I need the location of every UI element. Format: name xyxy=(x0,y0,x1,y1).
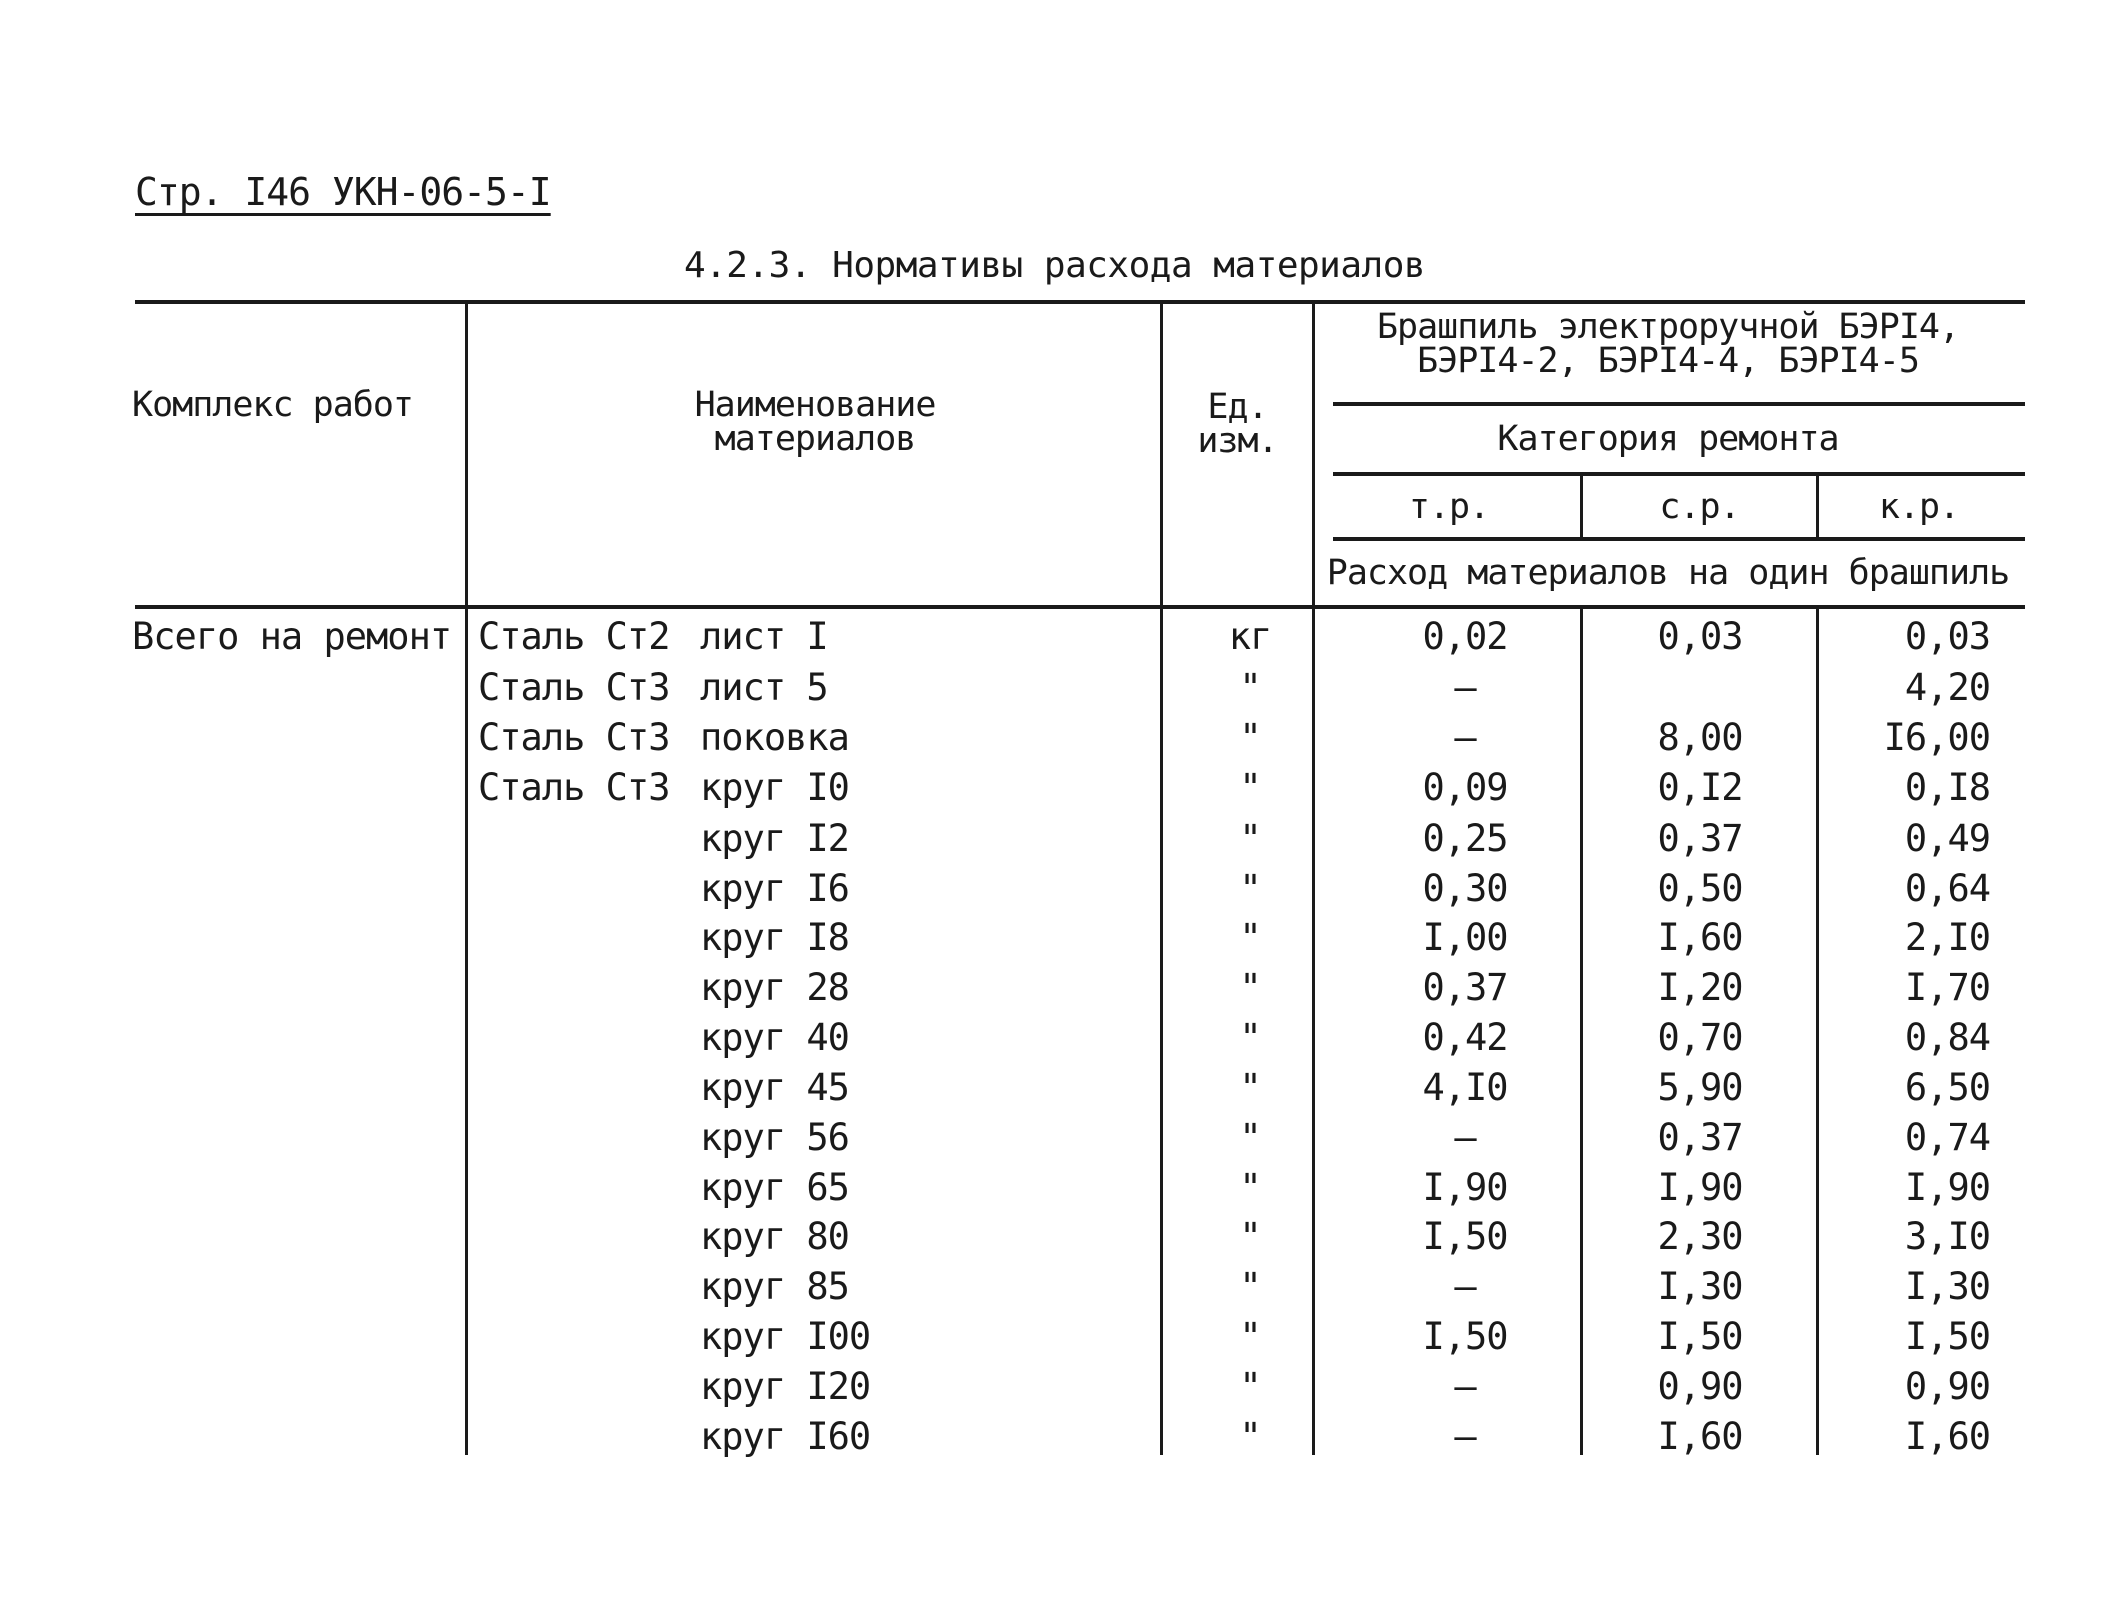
row-value-tr: I,90 xyxy=(1422,1166,1508,1209)
row-value-kr: 0,74 xyxy=(1904,1116,1990,1159)
row-unit: " xyxy=(1239,1016,1261,1059)
header-equipment-line1: Брашпиль электроручной БЭРI4, xyxy=(1376,307,1960,347)
header-material-name-line2: материалов xyxy=(714,419,916,459)
row-value-kr: 0,90 xyxy=(1904,1365,1990,1408)
row-unit: " xyxy=(1239,1215,1261,1258)
row-value-kr: I,90 xyxy=(1904,1166,1990,1209)
row-work-complex: Всего на ремонт xyxy=(132,615,452,658)
row-value-tr: 0,42 xyxy=(1422,1016,1508,1059)
row-value-sr: I,60 xyxy=(1657,1415,1743,1458)
row-profile: круг 65 xyxy=(700,1166,849,1209)
row-unit: " xyxy=(1239,1265,1261,1308)
row-value-sr: 0,90 xyxy=(1657,1365,1743,1408)
subcategory-rule xyxy=(1333,537,2025,541)
row-unit: " xyxy=(1239,1166,1261,1209)
row-value-kr: 0,64 xyxy=(1904,867,1990,910)
row-value-tr: – xyxy=(1454,1265,1476,1308)
row-value-sr: I,60 xyxy=(1657,916,1743,959)
equipment-rule xyxy=(1333,402,2025,406)
row-value-sr: 0,03 xyxy=(1657,615,1743,658)
row-value-tr: – xyxy=(1454,1365,1476,1408)
header-equipment-line2: БЭРI4-2, БЭРI4-4, БЭРI4-5 xyxy=(1417,341,1919,381)
row-value-sr: 5,90 xyxy=(1657,1066,1743,1109)
table-top-rule xyxy=(135,300,2025,304)
row-unit: " xyxy=(1239,1315,1261,1358)
row-value-kr: I,60 xyxy=(1904,1415,1990,1458)
row-value-kr: 4,20 xyxy=(1904,666,1990,709)
column-divider xyxy=(1160,302,1163,1455)
row-material: Сталь Ст3 xyxy=(478,666,670,709)
row-value-tr: 0,02 xyxy=(1422,615,1508,658)
page-reference: Стр. I46 УКН-06-5-I xyxy=(135,170,551,214)
row-material: Сталь Ст3 xyxy=(478,766,670,809)
row-value-tr: – xyxy=(1454,1415,1476,1458)
row-value-tr: I,50 xyxy=(1422,1215,1508,1258)
row-unit: кг xyxy=(1228,615,1272,658)
header-material-name xyxy=(470,385,1160,459)
row-value-kr: I,50 xyxy=(1904,1315,1990,1358)
row-value-kr: 0,49 xyxy=(1904,817,1990,860)
header-category-tr: т.р. xyxy=(1408,487,1490,527)
row-value-tr: 0,37 xyxy=(1422,966,1508,1009)
row-profile: круг I20 xyxy=(700,1365,871,1408)
row-profile: круг I2 xyxy=(700,817,849,860)
row-profile: лист I xyxy=(700,615,828,658)
row-value-sr: 8,00 xyxy=(1657,716,1743,759)
row-value-sr: 0,37 xyxy=(1657,817,1743,860)
row-unit: " xyxy=(1239,1116,1261,1159)
header-unit xyxy=(1165,387,1310,461)
row-unit: " xyxy=(1239,1365,1261,1408)
row-value-tr: I,50 xyxy=(1422,1315,1508,1358)
row-profile: круг 80 xyxy=(700,1215,849,1258)
header-material-name-line1: Наименование xyxy=(694,385,936,425)
row-value-sr: I,30 xyxy=(1657,1265,1743,1308)
row-value-sr: I,20 xyxy=(1657,966,1743,1009)
row-profile: круг I0 xyxy=(700,766,849,809)
row-value-tr: 0,25 xyxy=(1422,817,1508,860)
row-value-sr: 0,70 xyxy=(1657,1016,1743,1059)
header-equipment xyxy=(1318,307,2018,381)
row-profile: круг I00 xyxy=(700,1315,871,1358)
row-profile: круг 40 xyxy=(700,1016,849,1059)
row-unit: " xyxy=(1239,817,1261,860)
row-value-sr xyxy=(1580,663,1820,713)
row-profile: круг 85 xyxy=(700,1265,849,1308)
row-value-tr: – xyxy=(1454,1116,1476,1159)
row-value-sr: 2,30 xyxy=(1657,1215,1743,1258)
row-value-kr: 0,I8 xyxy=(1904,766,1990,809)
row-value-kr: 0,84 xyxy=(1904,1016,1990,1059)
row-value-tr: 4,I0 xyxy=(1422,1066,1508,1109)
row-profile: поковка xyxy=(700,716,849,759)
row-unit: " xyxy=(1239,1066,1261,1109)
row-value-sr: 0,37 xyxy=(1657,1116,1743,1159)
header-unit-line2: изм. xyxy=(1197,421,1278,461)
row-unit: " xyxy=(1239,716,1261,759)
row-value-kr: 2,I0 xyxy=(1904,916,1990,959)
row-unit: " xyxy=(1239,1415,1261,1458)
row-unit: " xyxy=(1239,916,1261,959)
row-value-kr: 6,50 xyxy=(1904,1066,1990,1109)
row-value-tr: I,00 xyxy=(1422,916,1508,959)
row-value-tr: – xyxy=(1454,716,1476,759)
row-value-kr: I,70 xyxy=(1904,966,1990,1009)
row-value-sr: 0,50 xyxy=(1657,867,1743,910)
header-category-kr: к.р. xyxy=(1878,487,1960,527)
category-rule xyxy=(1333,472,2025,476)
row-unit: " xyxy=(1239,867,1261,910)
row-value-sr: I,50 xyxy=(1657,1315,1743,1358)
row-value-kr: 3,I0 xyxy=(1904,1215,1990,1258)
row-value-sr: I,90 xyxy=(1657,1166,1743,1209)
header-unit-line1: Ед. xyxy=(1207,387,1268,427)
row-value-kr: I6,00 xyxy=(1883,716,1990,759)
row-unit: " xyxy=(1239,966,1261,1009)
row-profile: круг 28 xyxy=(700,966,849,1009)
header-consumption: Расход материалов на один брашпиль xyxy=(1326,553,2010,593)
column-divider xyxy=(465,302,468,1455)
row-profile: круг I8 xyxy=(700,916,849,959)
row-profile: круг 56 xyxy=(700,1116,849,1159)
row-value-kr: 0,03 xyxy=(1904,615,1990,658)
row-profile: круг 45 xyxy=(700,1066,849,1109)
row-value-sr: 0,I2 xyxy=(1657,766,1743,809)
row-value-tr: 0,30 xyxy=(1422,867,1508,910)
row-profile: круг I6 xyxy=(700,867,849,910)
row-profile: лист 5 xyxy=(700,666,828,709)
header-category-sr: с.р. xyxy=(1659,487,1740,527)
row-unit: " xyxy=(1239,666,1261,709)
header-bottom-rule xyxy=(135,605,2025,609)
row-value-kr: I,30 xyxy=(1904,1265,1990,1308)
row-value-tr: 0,09 xyxy=(1422,766,1508,809)
row-unit: " xyxy=(1239,766,1261,809)
row-value-tr: – xyxy=(1454,666,1476,709)
row-profile: круг I60 xyxy=(700,1415,871,1458)
row-material: Сталь Ст3 xyxy=(478,716,670,759)
header-repair-category: Категория ремонта xyxy=(1497,419,1839,459)
row-material: Сталь Ст2 xyxy=(478,615,670,658)
document-title: 4.2.3. Нормативы расхода материалов xyxy=(683,245,1426,286)
header-work-complex: Комплекс работ xyxy=(132,385,414,425)
